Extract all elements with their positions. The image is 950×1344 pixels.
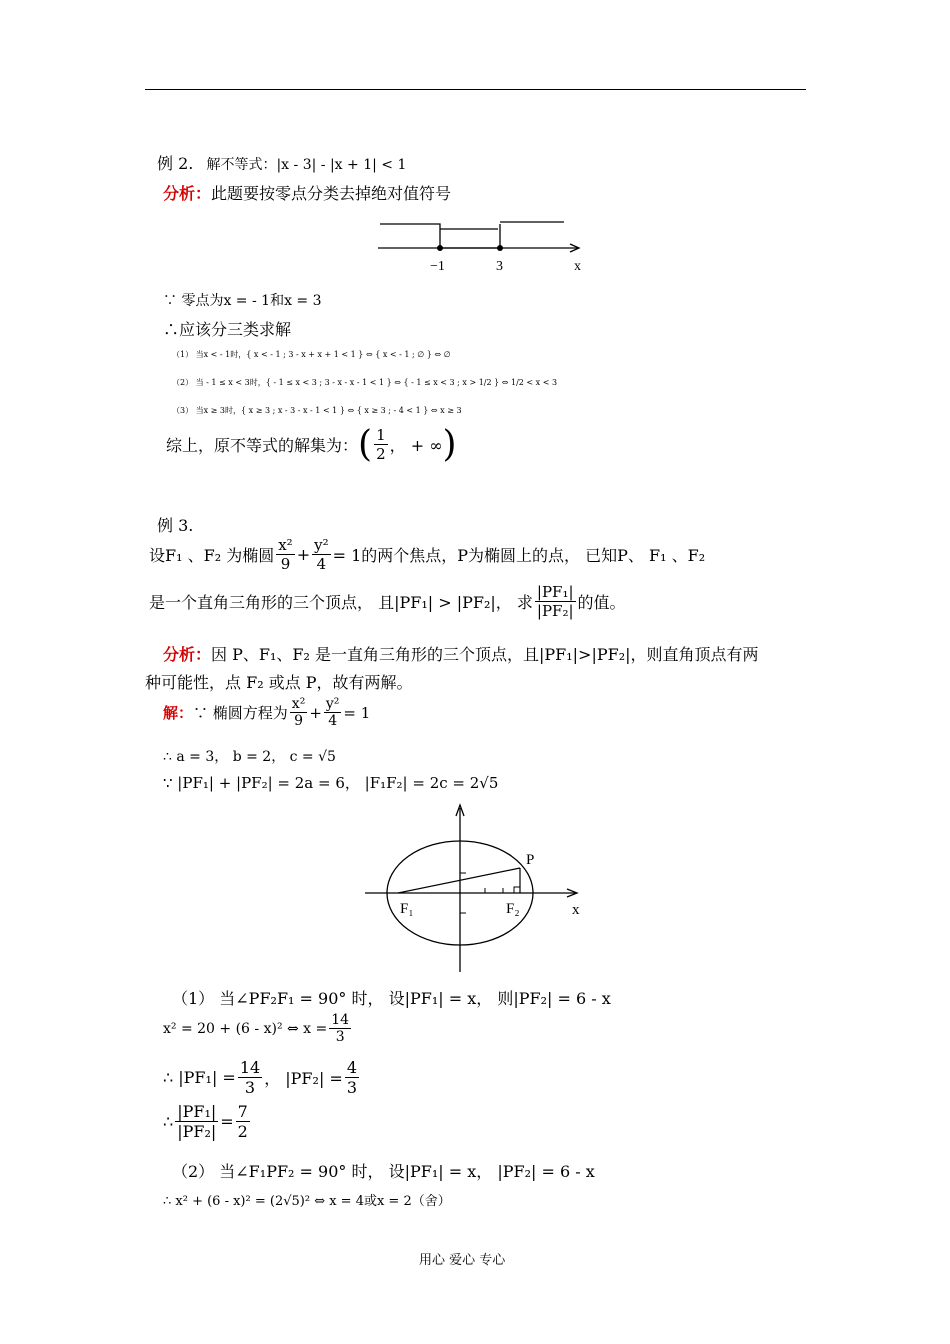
- header-rule: [145, 89, 806, 90]
- ex3-case2-eq: ∴ x² + (6 - x)² = (2√5)² ⇔ x = 4或x = 2（舍）: [163, 1194, 451, 1209]
- plus-sign: +: [296, 545, 311, 564]
- ex3-problem-line1: [149, 536, 705, 573]
- c1-vals-a: ∴ |PF₁| =: [163, 1068, 236, 1087]
- label-F1: F₁: [400, 901, 414, 917]
- ex3-p2-a: 是一个直角三角形的三个顶点， 且|PF₁| > |PF₂|， 求: [149, 593, 533, 612]
- right-paren: ): [442, 423, 457, 465]
- ex3-abc: ∴ a = 3， b = 2， c = √5: [163, 749, 336, 765]
- tick-label-minus1: −1: [430, 259, 445, 274]
- page-footer: 用心 爱心 专心: [419, 1253, 506, 1268]
- ex3-title: 例 3.: [157, 516, 194, 535]
- ex3-solution-line: [163, 696, 370, 729]
- sol-y-den: 4: [328, 713, 338, 729]
- summary-fraction-num: 1: [376, 426, 386, 444]
- ex2-title-line: [157, 151, 406, 174]
- sol-plus: +: [309, 703, 322, 722]
- ex2-case1: （1） 当x < - 1时，{ x < - 1 ; 3 - x + x + 1 < 1 } ⇔ { x < - 1 ; ∅ } ⇔ ∅: [172, 350, 451, 359]
- c1-ratio-fraction: [175, 1102, 218, 1141]
- c1-eq-num: 14: [331, 1012, 350, 1028]
- axis-label-x: x: [574, 259, 581, 274]
- zero-point-dot: [437, 245, 443, 251]
- c1-ratio-num: |PF₁|: [177, 1102, 217, 1121]
- c1-ratio-value-num: 7: [237, 1102, 248, 1121]
- ratio-fraction: [535, 583, 576, 620]
- label-x: x: [572, 902, 580, 918]
- ex3-case1-line: （1） 当∠PF₂F₁ = 90° 时， 设|PF₁| = x， 则|PF₂| = 6 - x: [172, 989, 611, 1008]
- ex3-p1-a: 设F₁ 、F₂ 为椭圆: [149, 546, 275, 565]
- ex2-analysis-label: 分析：: [163, 184, 212, 203]
- ex2-summary-prefix: 综上，原不等式的解集为：: [166, 436, 359, 455]
- ex3-case2-line: （2） 当∠F₁PF₂ = 90° 时， 设|PF₁| = x， |PF₂| = 6 - x: [172, 1162, 595, 1181]
- number-line-figure: [370, 212, 590, 274]
- summary-fraction: [374, 426, 388, 463]
- c1-ratio-prefix: ∴: [163, 1112, 174, 1131]
- ex3-p2-b: 的值。: [577, 593, 626, 612]
- ex2-should: ∴应该分三类求解: [163, 320, 292, 339]
- c1-vals-a-num: 14: [239, 1058, 261, 1077]
- sol-x-num: x²: [291, 696, 306, 712]
- c1-vals-b-fraction: [345, 1058, 359, 1097]
- x-frac-den: 9: [280, 555, 291, 573]
- tick-label-3: 3: [496, 259, 503, 274]
- c1-vals-b-num: 4: [346, 1058, 358, 1077]
- right-angle-marker: [514, 887, 520, 893]
- ex2-problem: 解不等式：|x - 3| - |x + 1| < 1: [206, 157, 407, 173]
- ex3-sums: ∵ |PF₁| + |PF₂| = 2a = 6， |F₁F₂| = 2c = 2√5: [163, 774, 499, 792]
- ex3-case1-ratio: [163, 1102, 252, 1141]
- ex3-p1-b: = 1的两个焦点，P为椭圆上的点， 已知P、 F₁ 、F₂: [332, 546, 706, 565]
- ex2-zero-points: ∵ 零点为x = - 1和x = 3: [163, 293, 322, 309]
- zero-point-dot: [497, 245, 503, 251]
- c1-vals-a-fraction: [238, 1058, 262, 1097]
- ex3-problem-line2: [149, 583, 626, 620]
- ratio-den: |PF₂|: [536, 602, 574, 620]
- sol-x-fraction: [290, 696, 308, 729]
- ex3-analysis-label: 分析：: [163, 645, 212, 664]
- c1-ratio-den: |PF₂|: [177, 1122, 217, 1141]
- c1-vals-b: ， |PF₂| =: [264, 1069, 343, 1088]
- c1-eq-den: 3: [335, 1029, 345, 1045]
- c1-vals-a-den: 3: [244, 1078, 256, 1097]
- ex3-analysis-text2: 种可能性，点 F₂ 或点 P，故有两解。: [145, 673, 413, 692]
- sol-x-den: 9: [294, 713, 304, 729]
- c1-vals-b-den: 3: [346, 1078, 358, 1097]
- label-P: P: [526, 852, 535, 868]
- c1-eq-fraction: [329, 1012, 351, 1045]
- ex3-analysis-text1: 因 P、F₁、F₂ 是一直角三角形的三个顶点，且|PF₁|>|PF₂|，则直角顶点有两: [211, 645, 759, 664]
- y-frac-den: 4: [316, 555, 327, 573]
- ex3-case1-values: [163, 1058, 361, 1097]
- ex2-summary-tail: ， + ∞: [389, 436, 443, 455]
- summary-fraction-den: 2: [376, 445, 386, 463]
- y-frac-num: y²: [314, 536, 329, 554]
- ex2-analysis: [163, 181, 451, 204]
- ex2-case3: （3） 当x ≥ 3时，{ x ≥ 3 ; x - 3 - x - 1 < 1 } ⇔ { x ≥ 3 ; - 4 < 1 } ⇔ x ≥ 3: [172, 406, 462, 415]
- ex2-case2: （2） 当 - 1 ≤ x < 3时，{ - 1 ≤ x < 3 ; 3 - x - x - 1 < 1 } ⇔ { - 1 ≤ x < 3 ; x > 1/2 } ⇔ 1/2 < x < 3: [172, 378, 558, 387]
- c1-eq-text: x² = 20 + (6 - x)² ⇔ x =: [163, 1020, 328, 1037]
- c1-ratio-value: [236, 1102, 250, 1141]
- ex3-sol-eq: = 1: [343, 703, 371, 722]
- ex2-title: 例 2.: [157, 154, 194, 173]
- ex2-summary: [166, 423, 457, 465]
- ex3-sol-text: ∵ 椭圆方程为: [193, 704, 288, 722]
- label-F2: F₂: [506, 901, 520, 917]
- left-region-line: [380, 224, 500, 248]
- ex2-analysis-text: 此题要按零点分类去掉绝对值符号: [211, 184, 452, 203]
- x-frac-num: x²: [278, 536, 293, 554]
- segment-PF1: [398, 868, 520, 893]
- ellipse-x-fraction: [276, 536, 294, 573]
- ex3-analysis-line1: [163, 642, 759, 665]
- ellipse-y-fraction: [312, 536, 331, 573]
- c1-ratio-value-den: 2: [237, 1122, 248, 1141]
- c1-ratio-eq: =: [220, 1112, 234, 1131]
- ex3-case1-eq: [163, 1012, 353, 1045]
- ex3-sol-label: 解：: [163, 704, 194, 722]
- ratio-num: |PF₁|: [536, 583, 574, 601]
- sol-y-num: y²: [325, 696, 340, 712]
- left-paren: (: [358, 423, 373, 465]
- sol-y-fraction: [324, 696, 342, 729]
- ellipse-figure: [360, 800, 590, 976]
